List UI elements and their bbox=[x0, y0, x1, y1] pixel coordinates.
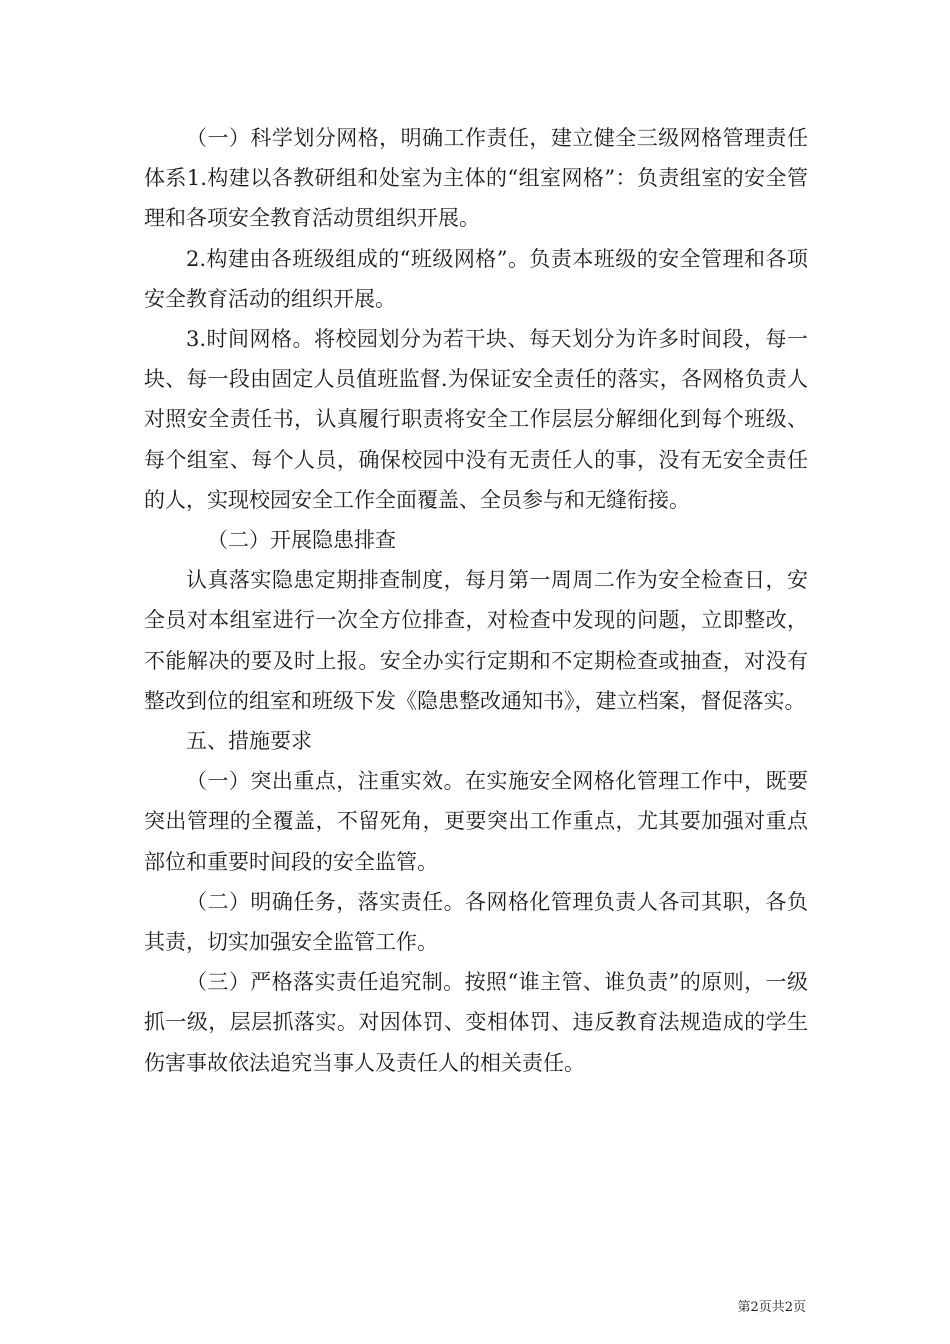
paragraph-grid-division: （一）科学划分网格，明确工作责任，建立健全三级网格管理责任体系1.构建以各教研组和处室为主体的“组室网格”：负责组室的安全管理和各项安全教育活动贯组织开展。 bbox=[144, 126, 808, 231]
paragraph-focus-priorities: （一）突出重点，注重实效。在实施安全网格化管理工作中，既要突出管理的全覆盖，不留死角，更要突出工作重点，尤其要加强对重点部位和重要时间段的安全监管。 bbox=[144, 769, 808, 874]
page-number: 第2页共2页 bbox=[737, 1300, 806, 1315]
heading-hazard-inspection: （二）开展隐患排查 bbox=[207, 528, 396, 553]
document-body bbox=[144, 118, 808, 1083]
heading-measures: 五、措施要求 bbox=[186, 729, 312, 754]
paragraph-accountability: （三）严格落实责任追究制。按照“谁主管、谁负责”的原则，一级抓一级，层层抓落实。对因体罚、变相体罚、违反教育法规造成的学生伤害事故依法追究当事人及责任人的相关责任。 bbox=[144, 970, 808, 1075]
paragraph-hazard-inspection: 认真落实隐患定期排查制度，每月第一周周二作为安全检查日，安全员对本组室进行一次全方位排查，对检查中发现的问题，立即整改，不能解决的要及时上报。安全办实行定期和不定期检查或抽查，对没有整改到位的组室和班级下发《隐患整改通知书》，建立档案，督促落实。 bbox=[144, 568, 808, 713]
paragraph-clarify-tasks: （二）明确任务，落实责任。各网格化管理负责人各司其职，各负其责，切实加强安全监管工作。 bbox=[144, 889, 808, 955]
paragraph-class-grid: 2.构建由各班级组成的“班级网格”。负责本班级的安全管理和各项安全教育活动的组织开展。 bbox=[144, 246, 808, 311]
paragraph-time-grid: 3.时间网格。将校园划分为若干块、每天划分为许多时间段，每一块、每一段由固定人员值班监督.为保证安全责任的落实，各网格负责人对照安全责任书，认真履行职责将安全工作层层分解细化到每个班级、每个组室、每个人员，确保校园中没有无责任人的事，没有无安全责任的人，实现校园安全工作全面覆盖、全员参与和无缝衔接。 bbox=[144, 327, 808, 512]
